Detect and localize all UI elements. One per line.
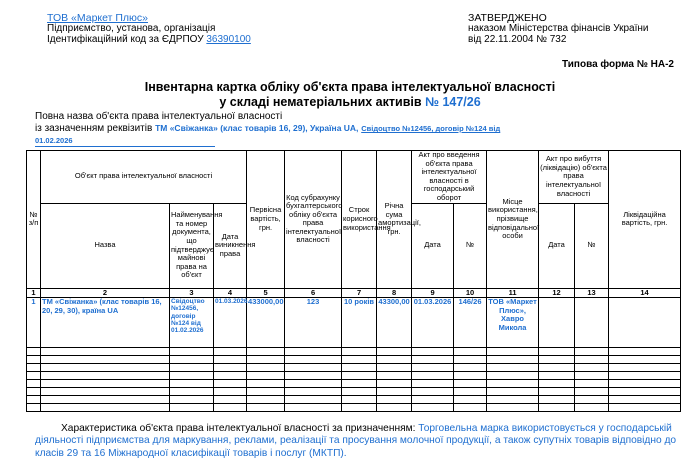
col-num: 5 [247,288,285,298]
cell-num: 1 [27,298,41,348]
form-type: Типова форма № НА-2 [562,59,674,70]
col-num: 11 [487,288,539,298]
empty-row [27,356,681,364]
col-num: 2 [41,288,170,298]
col-num: 7 [342,288,377,298]
cell-act-out-date [539,298,575,348]
col-num: 4 [214,288,247,298]
header-act-in-date: Дата [412,203,454,288]
document-title: Інвентарна картка обліку об'єкта права інтелектуальної власності [144,80,556,94]
edrpou-label: Ідентифікаційний код за ЄДРПОУ [47,34,204,45]
header-act-in-num: № [454,203,487,288]
header-object: Об'єкт права інтелектуальної власності [41,151,247,204]
details-line [35,123,500,134]
col-num: 14 [609,288,681,298]
cell-liquid-cost [609,298,681,348]
col-num: 9 [412,288,454,298]
subtitle-prefix: у складі нематеріальних активів [219,95,422,109]
details-value: ТМ «Свіжанка» (клас товарів 16, 29), Україна UA, [155,123,359,133]
characteristic-value: Торговельна марка використовується у господарській діяльності підприємства для маркування, реклами, реалізації та просування молочної продукції, а також супутніх товарів відповідно до класів 29 та 16 Міжнародної класифікації товарів і послуг (МКТП). [35,423,677,459]
header-doc: Найменування та номер документа, що підтверджує майнові права на об'єкт [170,203,214,288]
empty-row [27,372,681,380]
details-underline [35,146,215,147]
header-num: № з/п [27,151,41,289]
cell-annual-amort: 43300,00 [377,298,412,348]
org-name: ТОВ «Маркет Плюс» [47,12,148,24]
empty-row [27,396,681,404]
header-annual-amort: Річна сума амортизації, грн. [377,151,412,289]
cell-name: ТМ «Свіжанка» (клас товарів 16, 20, 29, 30), країна UA [41,298,170,348]
org-label: Підприємство, установа, організація [47,23,216,34]
details-date: 01.02.2026 [35,136,73,145]
empty-row [27,404,681,412]
card-number: № 147/26 [425,95,481,109]
header-act-out-num: № [575,203,609,288]
cell-doc: Свідоцтво №12456, договір №124 від 01.02.2026 [170,298,214,348]
header-initial-cost: Первісна вартість, грн. [247,151,285,289]
empty-row [27,388,681,396]
col-num: 3 [170,288,214,298]
approval-order: наказом Міністерства фінансів України [468,23,649,34]
cell-emerge-date: 01.03.2026 [214,298,247,348]
cell-sub-account: 123 [285,298,342,348]
col-num: 12 [539,288,575,298]
details-certificate: Свідоцтво №12456, договір №124 від [361,124,501,133]
table-row [27,298,681,348]
cell-useful-life: 10 років [342,298,377,348]
header-useful-life: Строк корисного використання [342,151,377,289]
header-act-out-date: Дата [539,203,575,288]
empty-row [27,364,681,372]
cell-initial-cost: 433000,00 [247,298,285,348]
document-subtitle [0,95,700,109]
characteristic-paragraph [35,423,677,460]
approval-order-date: від 22.11.2004 № 732 [468,34,567,45]
empty-row [27,380,681,388]
header-act-out: Акт про вибуття (ліквідацію) об'єкта права інтелектуальної власності [539,151,609,204]
full-name-label: Повна назва об'єкта права інтелектуальної власності [35,111,283,122]
edrpou-line [47,34,251,45]
inventory-table [26,150,681,412]
details-label: із зазначенням реквізитів [35,123,153,134]
header-liquid-cost: Ліквідаційна вартість, грн. [609,151,681,289]
header-sub-account: Код субрахунку бухгалтерського обліку об'єкта права інтелектуальної власності [285,151,342,289]
col-num: 8 [377,288,412,298]
cell-act-in-date: 01.03.2026 [412,298,454,348]
edrpou-code: 36390100 [206,34,251,45]
header-emerge-date: Дата виникнення права [214,203,247,288]
cell-place: ТОВ «Маркет Плюс», Хавро Микола [487,298,539,348]
header-act-in: Акт про введення об'єкта права інтелектуальної власності в господарський оборот [412,151,487,204]
approved-stamp: ЗАТВЕРДЖЕНО [468,12,547,24]
col-num: 1 [27,288,41,298]
col-num: 10 [454,288,487,298]
empty-row [27,348,681,356]
characteristic-label: Характеристика об'єкта права інтелектуальної власності за призначенням: [61,423,416,434]
cell-act-in-num: 146/26 [454,298,487,348]
cell-act-out-num [575,298,609,348]
col-num: 6 [285,288,342,298]
header-name: Назва [41,203,170,288]
col-num: 13 [575,288,609,298]
header-place: Місце використання, прізвище відповідальної особи [487,151,539,289]
